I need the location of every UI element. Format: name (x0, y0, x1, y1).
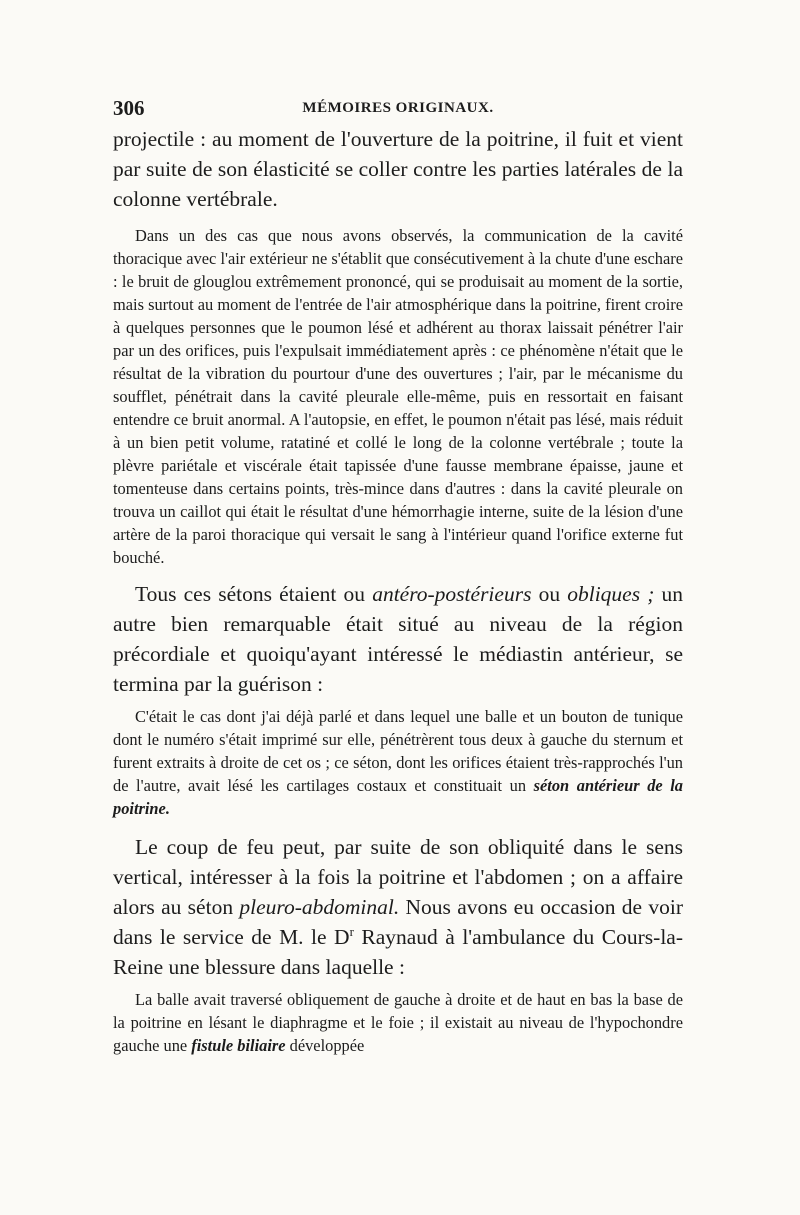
text-run: Raynaud à l'ambulance du Cours-la-Reine une blessure dans laquelle : (113, 925, 683, 979)
italic-term: obliques ; (567, 582, 655, 606)
text-run: Nous avons eu occasion de voir dans le service de M. le D (113, 895, 684, 949)
page-header (113, 96, 683, 124)
paragraph-anterior-seton-case (113, 705, 683, 820)
text-run: développée (285, 1036, 365, 1055)
superscript: r (349, 924, 354, 939)
paragraph-continuation: projectile : au moment de l'ouverture de la poitrine, il fuit et vient par suite de son élasticité se coller contre les parties latérales de la colonne vertébrale. (113, 127, 683, 211)
paragraph-case-observation: Dans un des cas que nous avons observés, la communication de la cavité thoracique avec l'air extérieur ne s'établit que consécutivement à la chute d'une eschare : le bruit de glouglou extrêmement prononcé, qui se produisait au moment de la sortie, mais surtout au moment de l'entrée de l'air atmosphérique dans la poitrine, firent croire à quelques personnes que le poumon lésé et adhérent au thorax laissait pénétrer l'air par un des orifices, puis l'expulsait immédiatement après : ce phénomène n'était que le résultat de la vibration du pourtour d'une des ouvertures ; l'air, par le mécanisme du soufflet, pénétrait dans la cavité pleurale elle-même, puis en ressortait en faisant entendre ce bruit anormal. A l'autopsie, en effet, le poumon n'était pas lésé, mais réduit à un bien petit volume, ratatiné et collé le long de la colonne vertébrale ; toute la plèvre pariétale et viscérale était tapissée d'une fausse membrane épaisse, jaune et tomenteuse dans certains points, très-mince dans d'autres : dans la cavité pleurale on trouva un caillot qui était le résultat d'une hémorrhagie interne, suite de la lésion d'une artère de la paroi thoracique qui versait le sang à l'intérieur quand l'orifice externe fut bouché. (113, 226, 683, 567)
page-number: 306 (113, 96, 145, 120)
text-run: un autre bien remarquable était situé au niveau de la région précordiale et quoiqu'ayant intéressé le médiastin antérieur, se termina par la guérison : (113, 582, 684, 696)
italic-term: fistule biliaire (191, 1036, 286, 1055)
text-run: ou (531, 582, 568, 606)
italic-term: antéro-postérieurs (372, 582, 532, 606)
italic-term: séton antérieur de la poitrine. (113, 776, 684, 818)
text-run: Le coup de feu peut, par suite de son obliquité dans le sens vertical, intéresser à la fois la poitrine et l'abdomen ; on a affaire alors au séton (113, 835, 683, 919)
text-run: La balle avait traversé obliquement de gauche à droite et de haut en bas la base de la poitrine en lésant le diaphragme et le foie ; il existait au niveau de l'hypochondre gauche une (113, 990, 683, 1055)
page (113, 96, 683, 1057)
paragraph-biliary-fistula-case (113, 988, 683, 1057)
italic-term: pleuro-abdominal. (239, 895, 400, 919)
text-run: Tous ces sétons étaient ou (135, 582, 373, 606)
text-run: C'était le cas dont j'ai déjà parlé et dans lequel une balle et un bouton de tunique dont le numéro s'était imprimé sur elle, pénétrèrent tous deux à gauche du sternum et furent extraits à droite de cet os ; ce séton, dont les orifices étaient très-rapprochés l'un de l'autre, avait lésé les cartilages costaux et constituait un (113, 707, 683, 795)
running-head: MÉMOIRES ORIGINAUX. (302, 100, 494, 116)
paragraph-seton-types (113, 579, 683, 699)
paragraph-pleuro-abdominal (113, 832, 683, 982)
